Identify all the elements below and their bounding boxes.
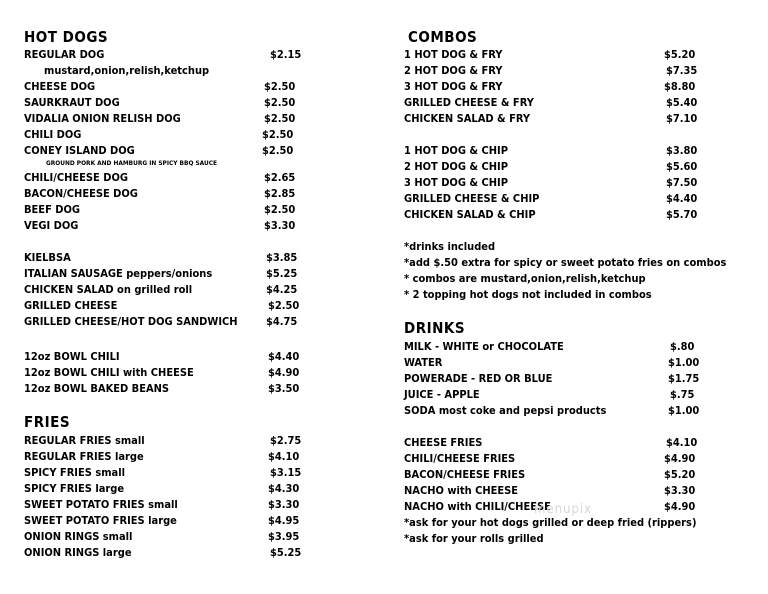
item-name: 2 HOT DOG & FRY (404, 64, 503, 77)
item-price: $7.10 (666, 112, 698, 125)
item-price: $1.75 (668, 372, 700, 385)
item-name: WATER (404, 356, 443, 369)
item-name: CHEESE DOG (24, 80, 96, 93)
item-name: REGULAR DOG (24, 48, 105, 61)
item-name: REGULAR FRIES small (24, 434, 145, 447)
item-price: $2.50 (262, 128, 294, 141)
item-name: ONION RINGS small (24, 530, 133, 543)
item-price: $2.50 (264, 203, 296, 216)
item-name: GRILLED CHEESE (24, 299, 118, 312)
combos-title: COMBOS (408, 28, 478, 46)
item-price: $4.25 (266, 283, 298, 296)
item-price: $2.50 (264, 80, 296, 93)
item-price: $4.10 (268, 450, 300, 463)
item-price: $5.25 (266, 267, 298, 280)
item-description: GROUND PORK AND HAMBURG IN SPICY BBQ SAUCE (46, 159, 218, 167)
item-price: $3.30 (268, 498, 300, 511)
tip-note: *ask for your hot dogs grilled or deep fried (rippers) (404, 516, 697, 529)
tip-note: *ask for your rolls grilled (404, 532, 544, 545)
item-name: 3 HOT DOG & CHIP (404, 176, 508, 189)
item-price: $2.75 (270, 434, 302, 447)
item-price: $3.15 (270, 466, 302, 479)
item-name: CHICKEN SALAD on grilled roll (24, 283, 193, 296)
item-price: $4.95 (268, 514, 300, 527)
item-price: $7.35 (666, 64, 698, 77)
item-name: CHILI/CHEESE DOG (24, 171, 128, 184)
item-price: $5.70 (666, 208, 698, 221)
item-name: SWEET POTATO FRIES small (24, 498, 178, 511)
fries-title: FRIES (24, 413, 71, 431)
item-price: $2.50 (264, 96, 296, 109)
item-name: CONEY ISLAND DOG (24, 144, 135, 157)
item-price: $5.40 (666, 96, 698, 109)
combo-note: *drinks included (404, 240, 496, 253)
item-price: $4.40 (666, 192, 698, 205)
item-price: $.80 (670, 340, 695, 353)
item-name: CHICKEN SALAD & CHIP (404, 208, 536, 221)
item-price: $5.20 (664, 468, 696, 481)
item-name: SAURKRAUT DOG (24, 96, 120, 109)
item-price: $1.00 (668, 356, 700, 369)
menu-item (24, 48, 104, 61)
item-name: SODA most coke and pepsi products (404, 404, 607, 417)
item-name: ITALIAN SAUSAGE peppers/onions (24, 267, 213, 280)
item-price: $2.65 (264, 171, 296, 184)
item-price: $5.60 (666, 160, 698, 173)
hotdogs-title: HOT DOGS (24, 28, 109, 46)
item-price: $2.50 (268, 299, 300, 312)
item-price: $3.30 (664, 484, 696, 497)
item-name: CHILI/CHEESE FRIES (404, 452, 516, 465)
drinks-title: DRINKS (404, 319, 466, 337)
item-name: 1 HOT DOG & CHIP (404, 144, 508, 157)
item-name: GRILLED CHEESE & CHIP (404, 192, 540, 205)
watermark: menupix (534, 502, 593, 517)
combo-note: *add $.50 extra for spicy or sweet potato fries on combos (404, 256, 727, 269)
item-price: $3.85 (266, 251, 298, 264)
item-name: CHICKEN SALAD & FRY (404, 112, 531, 125)
item-price: $2.50 (262, 144, 294, 157)
item-name: POWERADE - RED OR BLUE (404, 372, 553, 385)
item-name: CHEESE FRIES (404, 436, 483, 449)
item-price: $4.40 (268, 350, 300, 363)
combo-note: * 2 topping hot dogs not included in combos (404, 288, 652, 301)
item-name: SWEET POTATO FRIES large (24, 514, 177, 527)
item-name: KIELBSA (24, 251, 71, 264)
item-name: ONION RINGS large (24, 546, 132, 559)
item-name: BACON/CHEESE DOG (24, 187, 138, 200)
item-price: $.75 (670, 388, 695, 401)
item-price: $4.30 (268, 482, 300, 495)
item-name: 12oz BOWL BAKED BEANS (24, 382, 170, 395)
item-price: $8.80 (664, 80, 696, 93)
item-price: $2.50 (264, 112, 296, 125)
item-name: NACHO with CHILI/CHEESE (404, 500, 551, 513)
item-price: $4.90 (664, 500, 696, 513)
item-price: $3.50 (268, 382, 300, 395)
item-price: $2.15 (270, 48, 302, 61)
item-price: $7.50 (666, 176, 698, 189)
item-name: REGULAR FRIES large (24, 450, 144, 463)
item-name: VIDALIA ONION RELISH DOG (24, 112, 181, 125)
item-price: $3.80 (666, 144, 698, 157)
item-price: $2.85 (264, 187, 296, 200)
item-name: 2 HOT DOG & CHIP (404, 160, 508, 173)
item-name: GRILLED CHEESE/HOT DOG SANDWICH (24, 315, 238, 328)
item-price: $5.25 (270, 546, 302, 559)
item-description: mustard,onion,relish,ketchup (44, 64, 210, 77)
item-price: $3.30 (264, 219, 296, 232)
item-name: SPICY FRIES large (24, 482, 125, 495)
item-name: BEEF DOG (24, 203, 81, 216)
item-price: $5.20 (664, 48, 696, 61)
item-name: BACON/CHEESE FRIES (404, 468, 526, 481)
item-name: SPICY FRIES small (24, 466, 125, 479)
item-price: $4.90 (268, 366, 300, 379)
item-name: 12oz BOWL CHILI (24, 350, 120, 363)
item-name: 12oz BOWL CHILI with CHEESE (24, 366, 194, 379)
item-name: VEGI DOG (24, 219, 79, 232)
combo-note: * combos are mustard,onion,relish,ketchup (404, 272, 646, 285)
item-name: 3 HOT DOG & FRY (404, 80, 503, 93)
item-price: $4.75 (266, 315, 298, 328)
item-name: 1 HOT DOG & FRY (404, 48, 503, 61)
item-name: GRILLED CHEESE & FRY (404, 96, 534, 109)
item-price: $4.90 (664, 452, 696, 465)
item-price: $1.00 (668, 404, 700, 417)
item-name: MILK - WHITE or CHOCOLATE (404, 340, 564, 353)
item-price: $4.10 (666, 436, 698, 449)
item-name: NACHO with CHEESE (404, 484, 519, 497)
item-name: JUICE - APPLE (404, 388, 480, 401)
item-name: CHILI DOG (24, 128, 82, 141)
item-price: $3.95 (268, 530, 300, 543)
